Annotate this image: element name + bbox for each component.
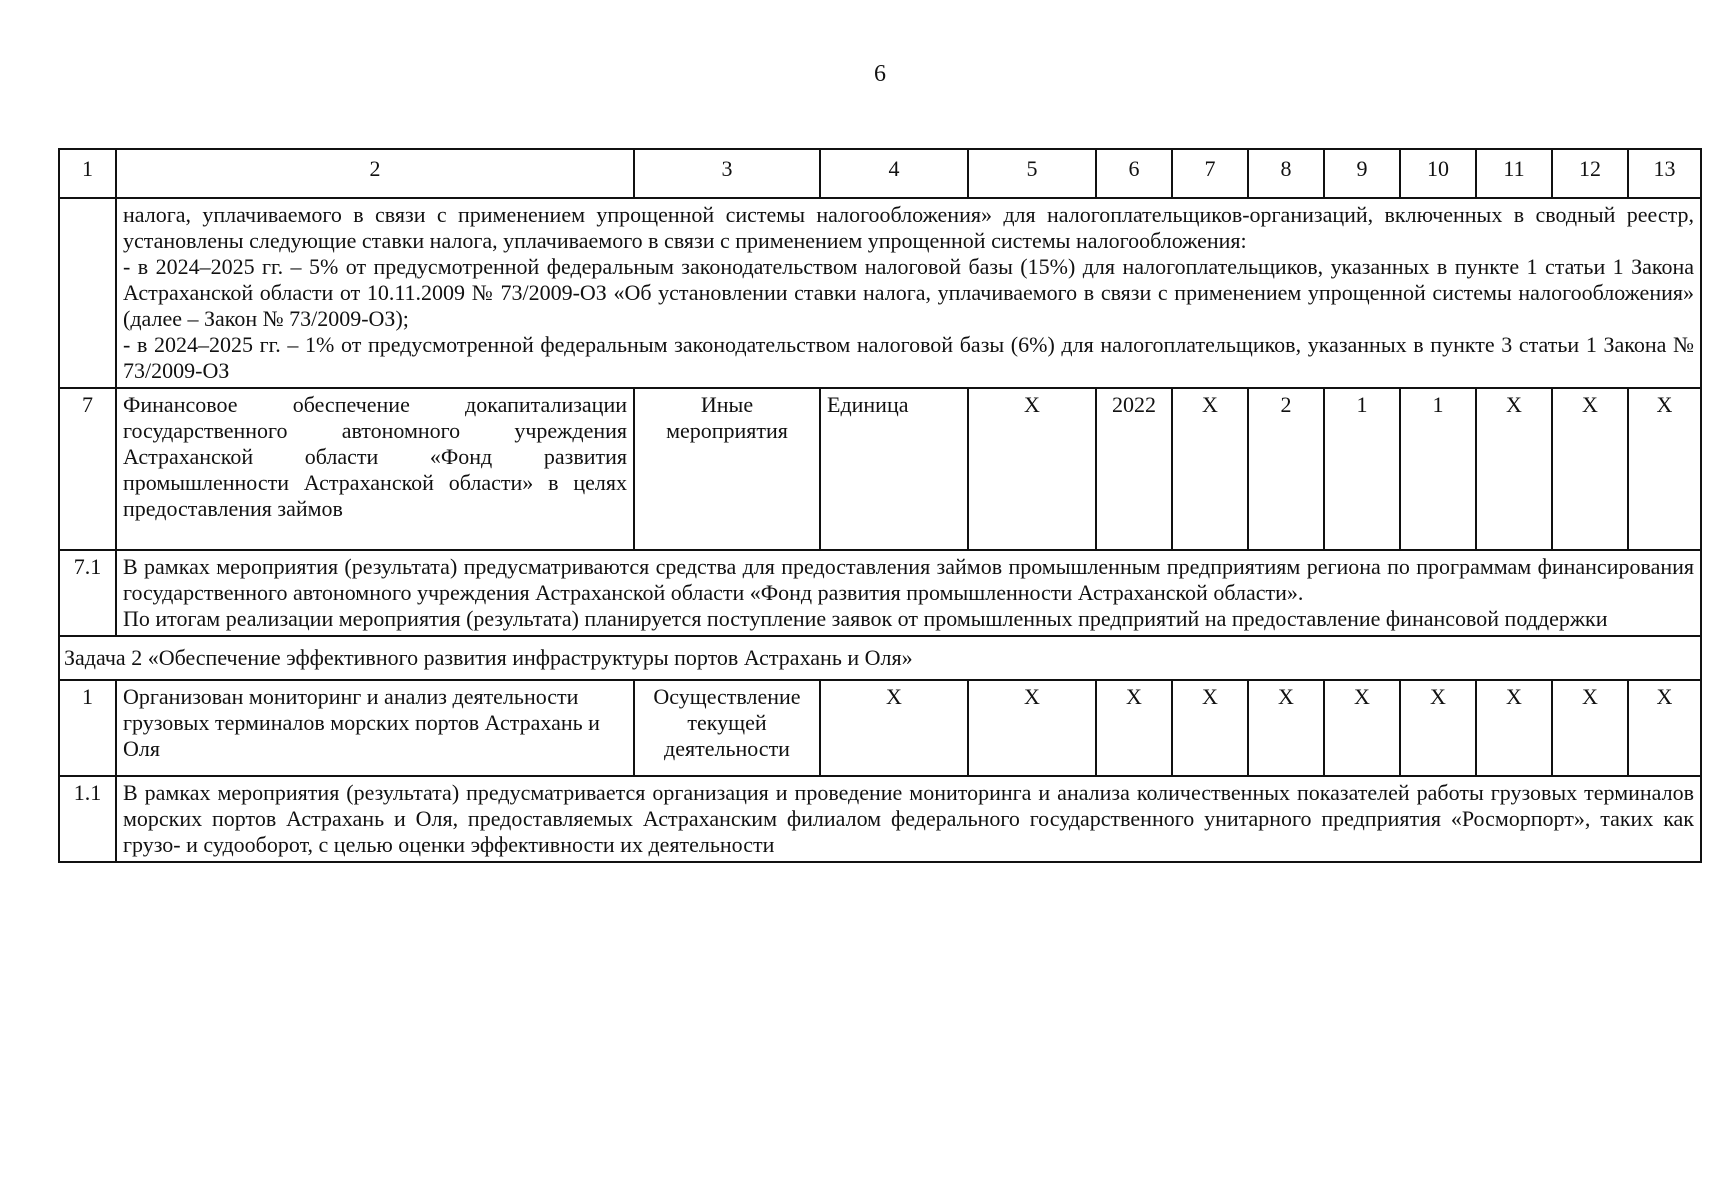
row-number: 1.1 <box>59 776 116 862</box>
header-cell: 7 <box>1172 149 1248 198</box>
header-cell: 1 <box>59 149 116 198</box>
header-cell: 6 <box>1096 149 1172 198</box>
header-cell: 4 <box>820 149 968 198</box>
page-number: 6 <box>874 61 886 87</box>
header-cell: 3 <box>634 149 820 198</box>
table-row <box>59 550 1701 636</box>
indicator-table <box>58 148 1702 863</box>
table-row <box>59 776 1701 862</box>
header-cell: 11 <box>1476 149 1552 198</box>
value-cell: X <box>968 680 1096 776</box>
table-row <box>59 680 1701 776</box>
text-line: По итогам реализации мероприятия (результата) планируется поступление заявок от промышленных предприятий на предоставление финансовой поддержки <box>123 606 1608 631</box>
value-cell: X <box>820 680 968 776</box>
value-cell: X <box>1172 680 1248 776</box>
header-cell: 13 <box>1628 149 1701 198</box>
measure-unit: Единица <box>820 388 968 550</box>
value-cell: 2 <box>1248 388 1324 550</box>
text-line: - в 2024–2025 гг. – 5% от предусмотренной федеральным законодательством налоговой базы (15%) для налогоплательщиков, указанных в пункте 1 статьи 1 Закона Астраханской области от 10.11.2009 № 73/2009-ОЗ «Об установлении ставки налога, уплачиваемого в связи с применением упрощенной системы налогообложения» (далее – Закон № 73/2009-ОЗ); <box>123 254 1694 331</box>
measure-name: Финансовое обеспечение докапитализации государственного автономного учреждения Астраханской области «Фонд развития промышленности Астраханской области» в целях предоставления займов <box>116 388 634 550</box>
value-cell: X <box>1552 680 1628 776</box>
value-cell: 1 <box>1400 388 1476 550</box>
value-cell: X <box>1628 388 1701 550</box>
continuation-row <box>59 198 1701 388</box>
value-cell: 2022 <box>1096 388 1172 550</box>
value-cell: X <box>968 388 1096 550</box>
value-cell: X <box>1552 388 1628 550</box>
text-line: - в 2024–2025 гг. – 1% от предусмотренной федеральным законодательством налоговой базы (6%) для налогоплательщиков, указанных в пункте 3 статьи 1 Закона № 73/2009-ОЗ <box>123 332 1694 383</box>
value-cell: X <box>1628 680 1701 776</box>
value-cell: X <box>1476 388 1552 550</box>
value-cell: 1 <box>1324 388 1400 550</box>
description-text: В рамках мероприятия (результата) предусматривается организация и проведение мониторинга и анализа количественных показателей работы грузовых терминалов морских портов Астрахань и Оля, предоставляемых Астраханским филиалом федерального государственного унитарного предприятия «Росморпорт», таких как грузо- и судооборот, с целью оценки эффективности их деятельности <box>116 776 1701 862</box>
measure-type: Осуществление текущей деятельности <box>634 680 820 776</box>
value-cell: X <box>1400 680 1476 776</box>
value-cell: X <box>1248 680 1324 776</box>
text-line: налога, уплачиваемого в связи с применением упрощенной системы налогообложения» для налогоплательщиков-организаций, включенных в сводный реестр, установлены следующие ставки налога, уплачиваемого в связи с применением упрощенной системы налогообложения: <box>123 202 1694 253</box>
value-cell: X <box>1096 680 1172 776</box>
row-number: 7.1 <box>59 550 116 636</box>
header-cell: 8 <box>1248 149 1324 198</box>
value-cell: X <box>1324 680 1400 776</box>
task-title: Задача 2 «Обеспечение эффективного развития инфраструктуры портов Астрахань и Оля» <box>59 636 1701 680</box>
row-number <box>59 198 116 388</box>
continuation-text <box>116 198 1701 388</box>
header-cell: 2 <box>116 149 634 198</box>
value-cell: X <box>1476 680 1552 776</box>
header-cell: 12 <box>1552 149 1628 198</box>
text-line: В рамках мероприятия (результата) предусматриваются средства для предоставления займов промышленным предприятиям региона по программам финансирования государственного автономного учреждения Астраханской области «Фонд развития промышленности Астраханской области». <box>123 554 1694 605</box>
measure-type: Иные мероприятия <box>634 388 820 550</box>
table-row <box>59 388 1701 550</box>
task-row <box>59 636 1701 680</box>
header-cell: 5 <box>968 149 1096 198</box>
header-row <box>59 149 1701 198</box>
row-number: 1 <box>59 680 116 776</box>
measure-name: Организован мониторинг и анализ деятельности грузовых терминалов морских портов Астрахань и Оля <box>116 680 634 776</box>
value-cell: X <box>1172 388 1248 550</box>
header-cell: 10 <box>1400 149 1476 198</box>
header-cell: 9 <box>1324 149 1400 198</box>
description-text <box>116 550 1701 636</box>
row-number: 7 <box>59 388 116 550</box>
